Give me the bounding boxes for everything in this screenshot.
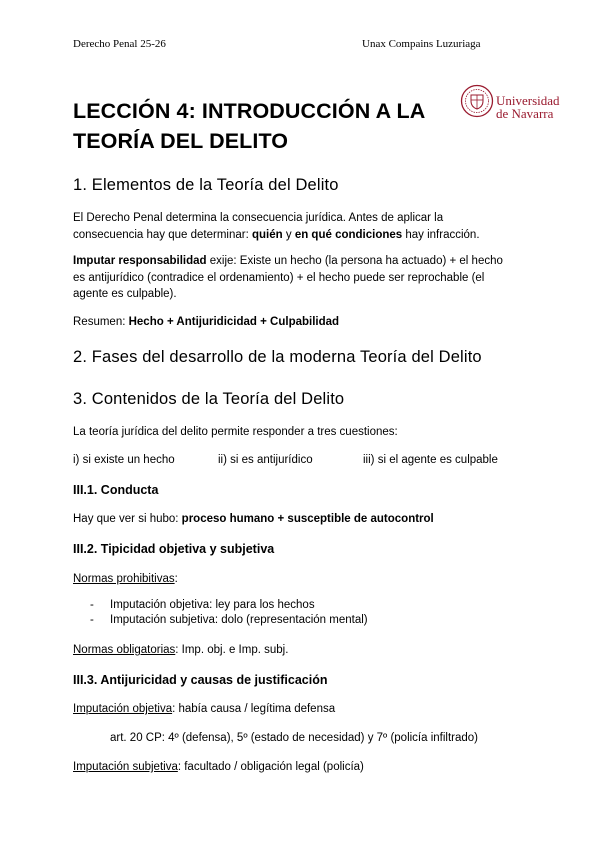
- section-1-summary: Resumen: Hecho + Antijuridicidad + Culpabilidad: [73, 316, 340, 328]
- subsection-3-3-heading: III.3. Antijuricidad y causas de justificación: [73, 673, 328, 687]
- section-1-paragraph-1: El Derecho Penal determina la consecuencia jurídica. Antes de aplicar la consecuencia hay que determinar: quién y en qué condiciones hay infracción.: [73, 212, 480, 241]
- objective-imputation-line: Imputación objetiva: había causa / legítima defensa: [73, 703, 336, 715]
- list-item: Imputación objetiva: ley para los hechos: [110, 599, 315, 611]
- header-course: Derecho Penal 25-26: [73, 38, 166, 50]
- lesson-title: [73, 96, 463, 156]
- university-logo: [460, 82, 560, 126]
- article-reference: art. 20 CP: 4º (defensa), 5º (estado de necesidad) y 7º (policía infiltrado): [110, 732, 479, 744]
- section-3-intro: La teoría jurídica del delito permite responder a tres cuestiones:: [73, 426, 398, 438]
- mandatory-norms-label: Normas obligatorias: Imp. obj. e Imp. subj.: [73, 644, 289, 656]
- section-2-heading: 2. Fases del desarrollo de la moderna Teoría del Delito: [73, 348, 482, 366]
- header-author: Unax Compains Luzuriaga: [362, 38, 481, 50]
- university-seal-icon: [460, 84, 494, 118]
- question-2: ii) si es antijurídico: [218, 454, 313, 466]
- list-item: Imputación subjetiva: dolo (representación mental): [110, 614, 368, 626]
- section-3-heading: 3. Contenidos de la Teoría del Delito: [73, 390, 345, 408]
- subsection-3-1-text: Hay que ver si hubo: proceso humano + susceptible de autocontrol: [73, 513, 434, 525]
- section-1-paragraph-2: Imputar responsabilidad exije: Existe un hecho (la persona ha actuado) + el hecho es antijurídico (contradice el ordenamiento) + el hecho puede ser reprochable (el agente es culpable).: [73, 255, 503, 300]
- bullet-dash: -: [90, 599, 94, 611]
- subsection-3-1-heading: III.1. Conducta: [73, 483, 159, 497]
- title-line-2: TEORÍA DEL DELITO: [73, 129, 289, 153]
- subsection-3-2-heading: III.2. Tipicidad objetiva y subjetiva: [73, 542, 275, 556]
- prohibitive-norms-label: Normas prohibitivas:: [73, 573, 178, 585]
- question-3: iii) si el agente es culpable: [363, 454, 498, 466]
- title-line-1: LECCIÓN 4: INTRODUCCIÓN A LA: [73, 99, 426, 123]
- subjective-imputation-line: Imputación subjetiva: facultado / obligación legal (policía): [73, 761, 364, 773]
- section-1-heading: 1. Elementos de la Teoría del Delito: [73, 176, 339, 194]
- university-wordmark: Universidad de Navarra: [496, 93, 560, 121]
- bullet-dash: -: [90, 614, 94, 626]
- question-1: i) si existe un hecho: [73, 454, 175, 466]
